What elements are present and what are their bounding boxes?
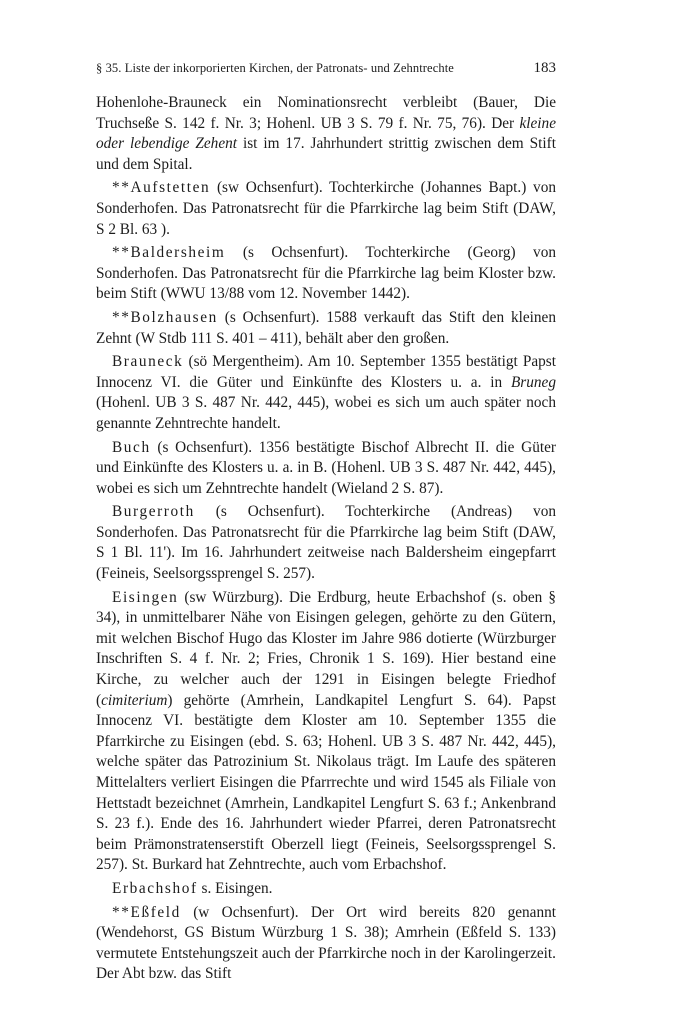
- italic-term: kleine oder lebendige Zehent: [96, 114, 556, 153]
- place-name: **Bolzhausen: [112, 308, 218, 326]
- paragraph: [96, 879, 556, 900]
- place-name: Burgerroth: [112, 503, 195, 521]
- paragraph: [96, 352, 556, 434]
- italic-term: cimiterium: [101, 691, 168, 709]
- text-segment: (s Ochsenfurt). Tochterkirche (Georg) von Sonderhofen. Das Patronatsrecht für die Pfarrkirche lag beim Kloster bzw. beim Stift (WWU 13/88 vom 12. November 1442).: [96, 244, 556, 303]
- text-segment: (s Ochsenfurt). 1588 verkauft das Stift den kleinen Zehnt (W Stdb 111 S. 401 – 411), behält aber den großen.: [96, 308, 556, 347]
- text-segment: s. Eisingen.: [197, 879, 273, 897]
- text-segment: ist im 17. Jahrhundert strittig zwischen dem Stift und dem Spital.: [96, 135, 556, 173]
- text-segment: (s Ochsenfurt). Tochterkirche (Andreas) von Sonderhofen. Das Patronatsrecht für die Pfarrkirche lag beim Stift (DAW, S 1 Bl. 11'). Im 16. Jahrhundert zeitweise nach Baldersheim eingepfarrt (Feineis, Seelsorgssprengel S. 257).: [96, 503, 556, 583]
- page-header: [96, 60, 556, 77]
- text-segment: (sw Ochsenfurt). Tochterkirche (Johannes Bapt.) von Sonderhofen. Das Patronatsrecht für die Pfarrkirche lag beim Stift (DAW, S 2 Bl. 63 ).: [96, 179, 556, 238]
- place-name: Buch: [112, 438, 151, 456]
- paragraph: [96, 502, 556, 584]
- paragraph: [96, 178, 556, 240]
- text-segment: ) gehörte (Amrhein, Landkapitel Lengfurt S. 64). Papst Innocenz VI. bestätigte dem Kloster am 10. September 1355 die Pfarrkirche zu Eisingen (ebd. S. 63; Hohenl. UB 3 S. 487 Nr. 442, 445), welche später das Patrozinium St. Nikolaus trägt. Im Laufe des späteren Mittelalters verliert Eisingen die Pfarrrechte und wird 1545 als Filiale von Hettstadt bezeichnet (Amrhein, Landkapitel Lengfurt S. 63 f.; Ankenbrand S. 23 f.). Ende des 16. Jahrhundert wieder Pfarrei, deren Patronatsrecht beim Prämonstratenserstift Oberzell liegt (Feineis, Seelsorgssprengel S. 257). St. Burkard hat Zehntrechte, auch vom Erbachshof.: [96, 691, 556, 874]
- place-name: **Baldersheim: [112, 244, 226, 262]
- text-segment: (sö Mergentheim). Am 10. September 1355 bestätigt Papst Innocenz VI. die Güter und Einkünfte des Klosters u. a. in: [96, 353, 556, 391]
- body-text: [96, 93, 556, 988]
- place-name: **Aufstetten: [112, 179, 211, 197]
- page-number: 183: [533, 60, 556, 76]
- text-segment: (w Ochsenfurt). Der Ort wird bereits 820 genannt (Wendehorst, GS Bistum Würzburg 1 S. 38); Amrhein (Eßfeld S. 133) vermutete Entstehungszeit auch der Pfarrkirche noch in der Karolingerzeit. Der Abt bzw. das Stift: [96, 903, 556, 983]
- paragraph: [96, 243, 556, 305]
- paragraph: [96, 903, 556, 985]
- text-segment: (s Ochsenfurt). 1356 bestätigte Bischof Albrecht II. die Güter und Einkünfte des Klosters u. a. in B. (Hohenl. UB 3 S. 487 Nr. 442, 445), wobei es sich um Zehntrechte handelt (Wieland 2 S. 87).: [96, 438, 556, 497]
- paragraph: [96, 308, 556, 349]
- place-name: Brauneck: [112, 353, 184, 371]
- paragraph: [96, 588, 556, 876]
- italic-term: Bruneg: [510, 373, 556, 391]
- paragraph: [96, 93, 556, 175]
- place-name: Eisingen: [112, 588, 179, 606]
- paragraph: [96, 438, 556, 500]
- running-title: § 35. Liste der inkorporierten Kirchen, der Patronats- und Zehntrechte: [96, 61, 454, 75]
- text-segment: Hohenlohe-Brauneck ein Nominationsrecht verbleibt (Bauer, Die Truchseße S. 142 f. Nr. 3; Hohenl. UB 3 S. 79 f. Nr. 75, 76). Der: [96, 94, 556, 132]
- text-segment: (sw Würzburg). Die Erdburg, heute Erbachshof (s. oben § 34), in unmittelbarer Nähe von Eisingen gelegen, gehörte zu den Gütern, mit welchen Bischof Hugo das Kloster im Jahre 986 dotierte (Würzburger Inschriften S. 4 f. Nr. 2; Fries, Chronik 1 S. 169). Hier bestand eine Kirche, zu welcher auch der 1291 in Eisingen belegte Friedhof (: [96, 588, 556, 709]
- place-name: **Eßfeld: [112, 903, 181, 921]
- text-segment: (Hohenl. UB 3 S. 487 Nr. 442, 445), wobei es sich um auch später noch genannte Zehntrechte handelt.: [96, 394, 556, 432]
- place-name: Erbachshof: [112, 879, 198, 897]
